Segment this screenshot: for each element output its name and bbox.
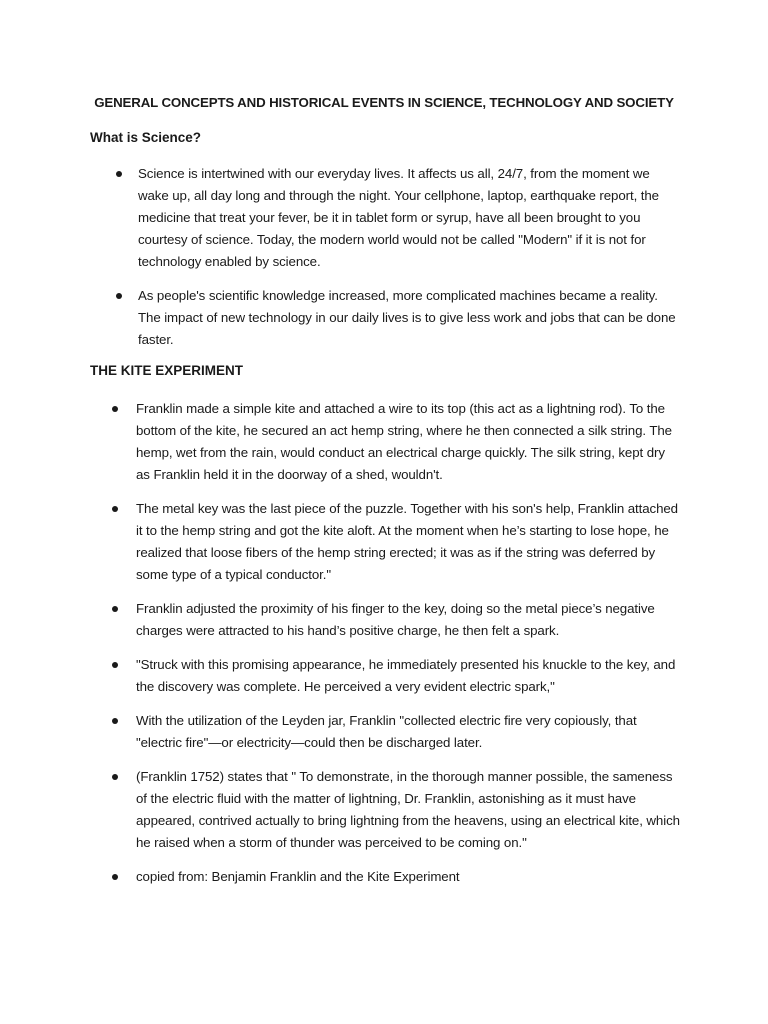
list-item xyxy=(112,598,682,642)
bullet-icon xyxy=(112,774,118,780)
bullet-icon xyxy=(112,506,118,512)
science-bullet-list xyxy=(116,163,676,351)
bullet-text: Franklin adjusted the proximity of his finger to the key, doing so the metal piece’s negative charges were attracted to his hand’s positive charge, he then felt a spark. xyxy=(136,601,655,638)
list-item xyxy=(112,498,682,586)
bullet-text: As people's scientific knowledge increased, more complicated machines became a reality. The impact of new technology in our daily lives is to give less work and jobs that can be done faster. xyxy=(138,288,676,347)
bullet-text: With the utilization of the Leyden jar, Franklin "collected electric fire very copiously, that "electric fire"—or electricity—could then be discharged later. xyxy=(136,713,637,750)
list-item xyxy=(116,163,676,273)
bullet-text: copied from: Benjamin Franklin and the Kite Experiment xyxy=(136,869,460,884)
section-heading-what-is-science: What is Science? xyxy=(90,130,202,145)
list-item xyxy=(112,866,682,888)
list-item xyxy=(112,710,682,754)
bullet-icon xyxy=(112,406,118,412)
list-item xyxy=(112,766,682,854)
list-item xyxy=(112,654,682,698)
bullet-icon xyxy=(116,293,122,299)
kite-bullet-list xyxy=(112,398,682,888)
list-item xyxy=(112,398,682,486)
bullet-icon xyxy=(116,171,122,177)
bullet-icon xyxy=(112,662,118,668)
bullet-text: Science is intertwined with our everyday lives. It affects us all, 24/7, from the moment we wake up, all day long and through the night. Your cellphone, laptop, earthquake report, the medicine that treat your fever, be it in tablet form or syrup, have all been brought to you courtesy of science. Today, the modern world would not be called "Modern" if it is not for technology enabled by science. xyxy=(138,166,659,269)
bullet-text: "Struck with this promising appearance, he immediately presented his knuckle to the key, and the discovery was complete. He perceived a very evident electric spark," xyxy=(136,657,676,694)
section-heading-kite-experiment: THE KITE EXPERIMENT xyxy=(90,363,244,378)
list-item xyxy=(116,285,676,351)
bullet-text: Franklin made a simple kite and attached a wire to its top (this act as a lightning rod). To the bottom of the kite, he secured an act hemp string, where he then connected a silk string. The hemp, wet from the rain, would conduct an electrical charge quickly. The silk string, kept dry as Franklin held it in the doorway of a shed, wouldn't. xyxy=(136,401,672,482)
bullet-text: The metal key was the last piece of the puzzle. Together with his son's help, Franklin attached it to the hemp string and got the kite aloft. At the moment when he’s starting to lose hope, he realized that loose fibers of the hemp string erected; it was as if the string was deferred by some type of a typical conductor." xyxy=(136,501,678,582)
bullet-icon xyxy=(112,874,118,880)
bullet-text: (Franklin 1752) states that " To demonstrate, in the thorough manner possible, the sameness of the electric fluid with the matter of lightning, Dr. Franklin, astonishing as it must have appeared, contrived actually to bring lightning from the heavens, using an electrical kite, which he raised when a storm of thunder was perceived to be coming on." xyxy=(136,769,680,850)
document-title: GENERAL CONCEPTS AND HISTORICAL EVENTS IN SCIENCE, TECHNOLOGY AND SOCIETY xyxy=(94,95,674,110)
bullet-icon xyxy=(112,718,118,724)
bullet-icon xyxy=(112,606,118,612)
